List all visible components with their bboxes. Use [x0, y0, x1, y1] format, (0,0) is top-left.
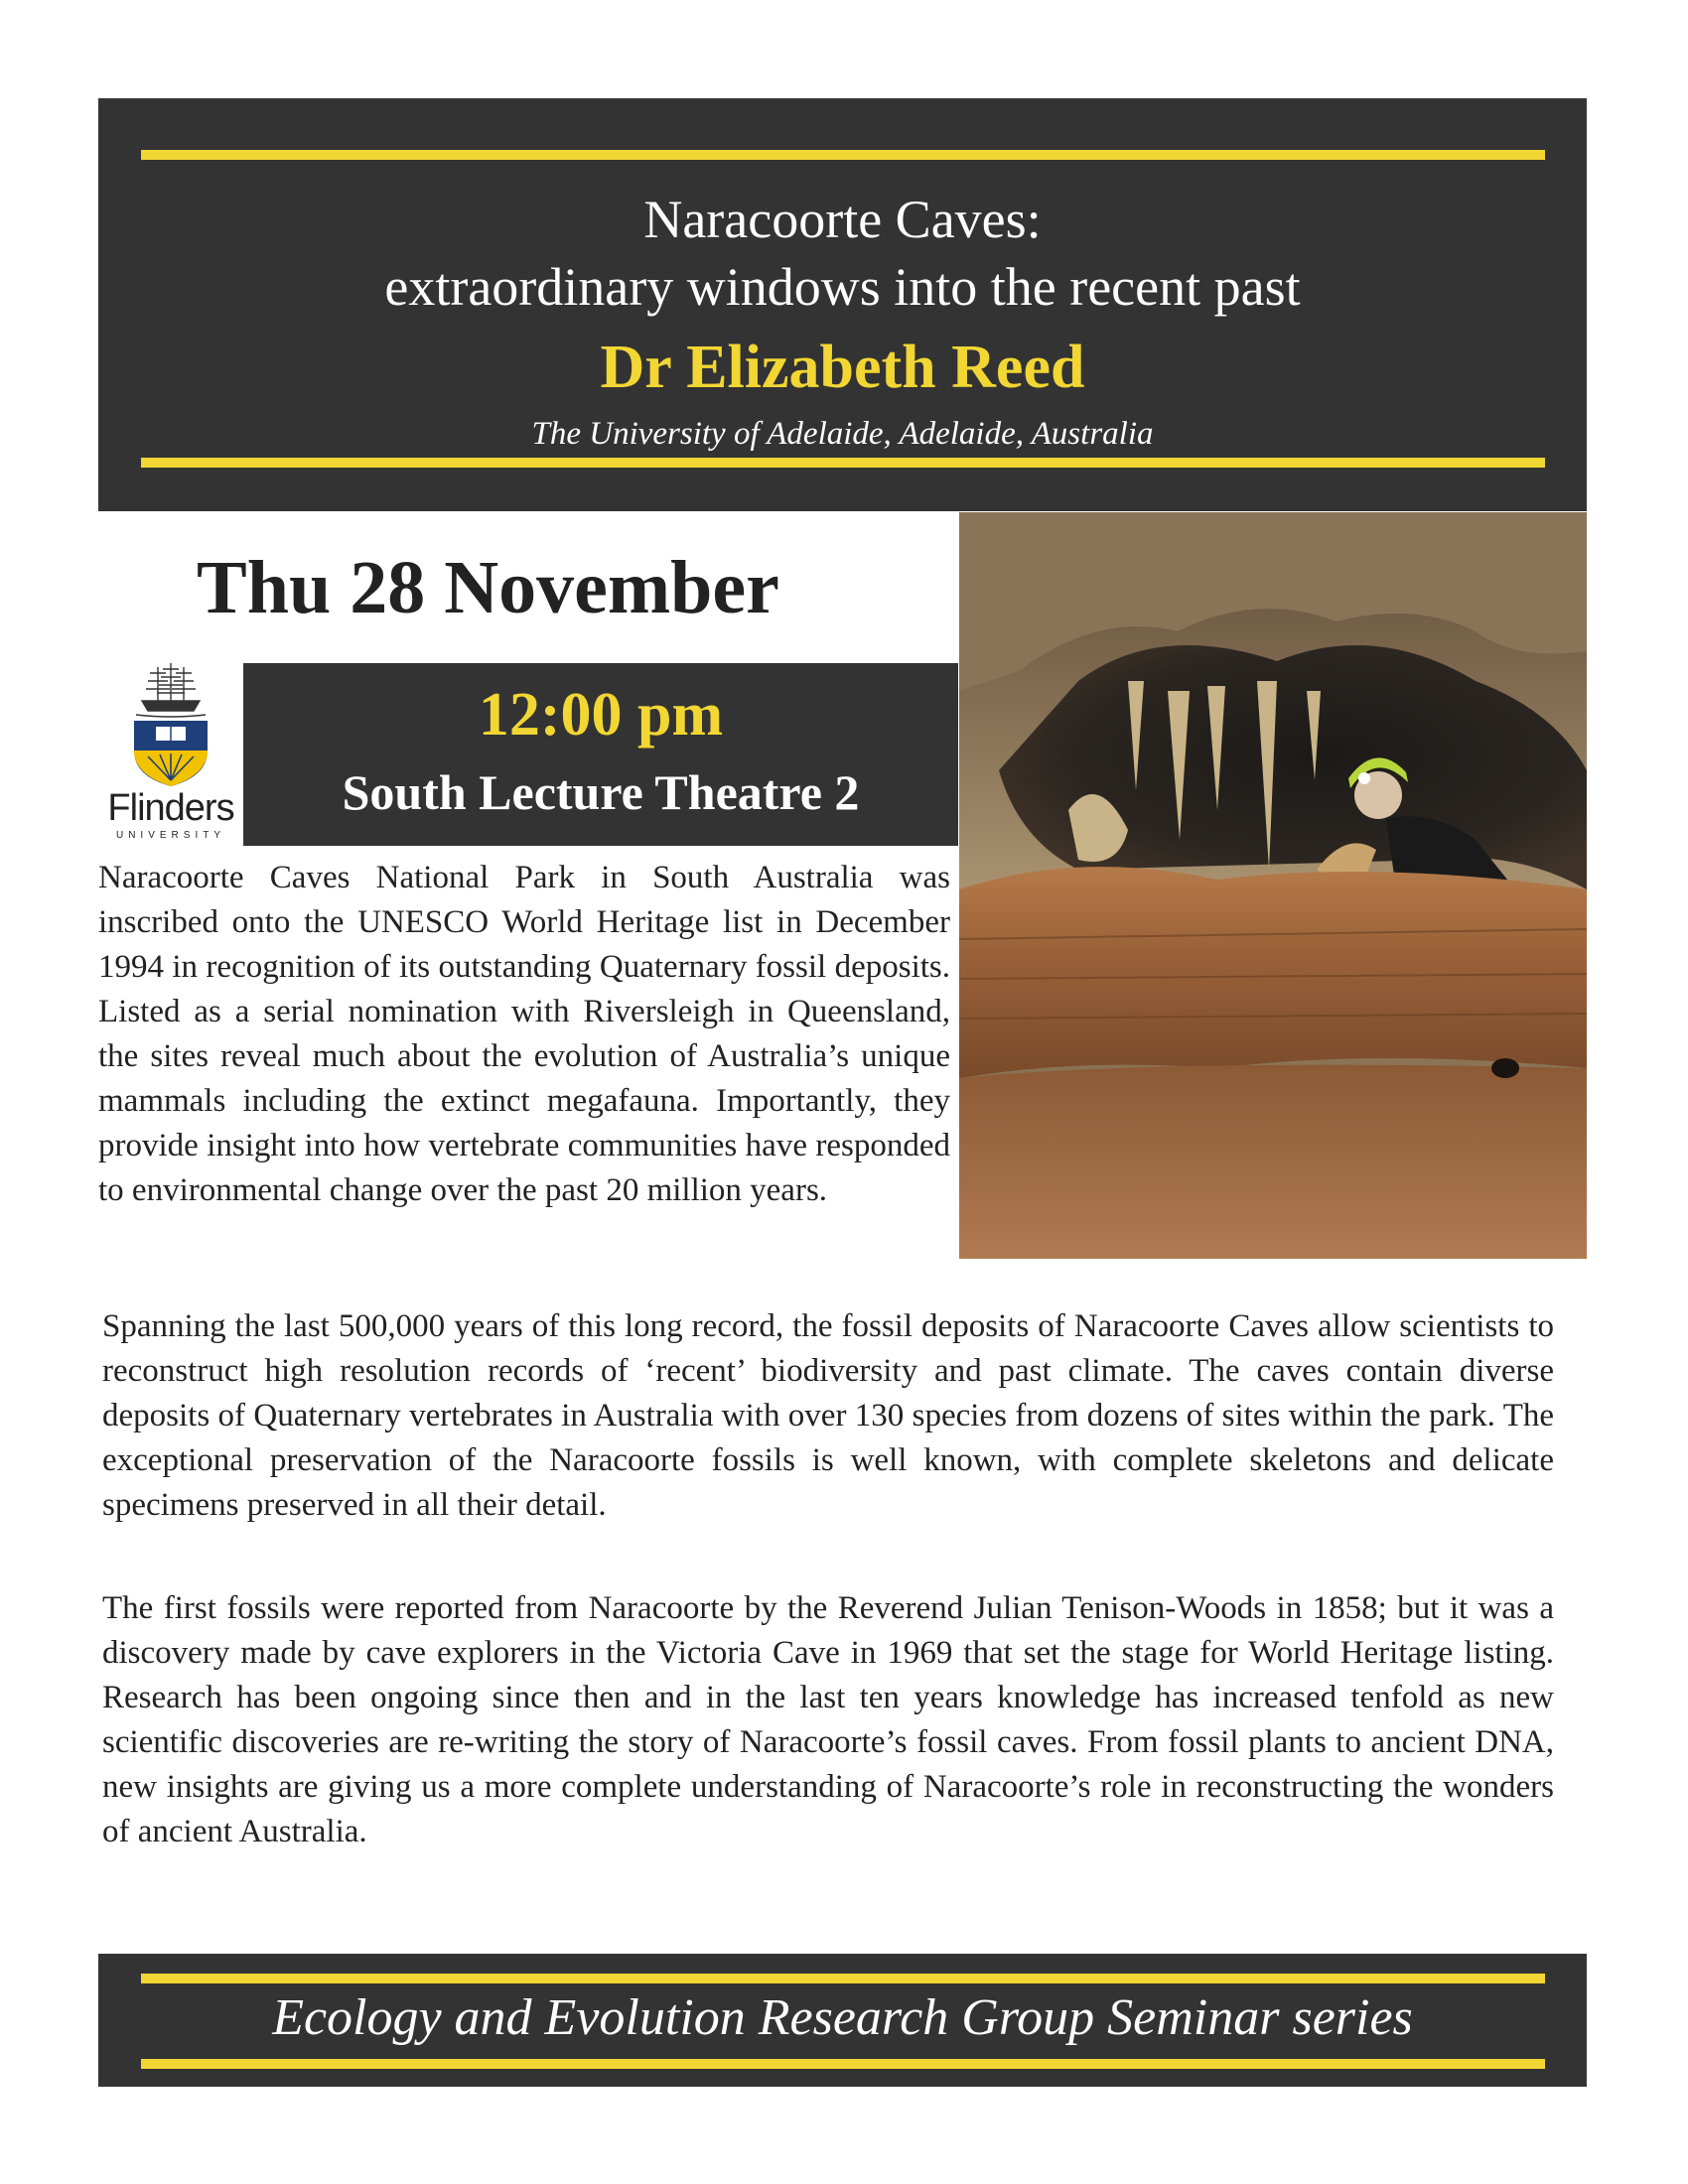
footer-top-rule: [141, 1974, 1545, 1983]
header-banner: [98, 98, 1587, 511]
footer-banner: [98, 1954, 1587, 2087]
second-paragraph: Spanning the last 500,000 years of this long record, the fossil deposits of Naracoorte Caves allow scientists to reconstruct high resolution records of ‘recent’ biodiversity and past climate. The caves contain diverse deposits of Quaternary vertebrates in Australia with over 130 species from dozens of sites within the park. The exceptional preservation of the Naracoorte fossils is well known, with complete skeletons and delicate specimens preserved in all their detail.: [102, 1308, 1554, 1523]
seminar-series-title: Ecology and Evolution Research Group Seminar series: [272, 1989, 1413, 2046]
talk-title-line2: extraordinary windows into the recent past: [384, 257, 1301, 317]
footer-bottom-rule: [141, 2059, 1545, 2069]
cave-photo: [959, 512, 1587, 1259]
logo-subtitle: UNIVERSITY: [115, 830, 225, 841]
intro-paragraph: Naracoorte Caves National Park in South Australia was inscribed onto the UNESCO World Heritage list in December 1994 in recognition of its outstanding Quaternary fossil deposits. Listed as a serial nomination with Riversleigh in Queensland, the sites reveal much about the evolution of Australia’s unique mammals including the extinct megafauna. Importantly, they provide insight into how vertebrate communities have responded to environmental change over the past 20 million years.: [98, 860, 950, 1208]
header-top-rule: [141, 150, 1545, 160]
crest-icon: [98, 659, 243, 788]
event-time: 12:00 pm: [478, 681, 724, 749]
talk-title-line1: Naracoorte Caves:: [643, 190, 1042, 249]
event-date: Thu 28 November: [197, 546, 779, 629]
speaker-name: Dr Elizabeth Reed: [600, 334, 1085, 401]
logo-wordmark: Flinders: [107, 787, 234, 829]
time-venue-box: [243, 663, 958, 846]
header-bottom-rule: [141, 458, 1545, 468]
event-venue: South Lecture Theatre 2: [342, 764, 860, 820]
flinders-logo: [98, 659, 243, 848]
third-paragraph: The first fossils were reported from Naracoorte by the Reverend Julian Tenison-Woods in 1858; but it was a discovery made by cave explorers in the Victoria Cave in 1969 that set the stage for World Heritage listing. Research has been ongoing since then and in the last ten years knowledge has increased tenfold as new scientific discoveries are re-writing the story of Naracoorte’s fossil caves. From fossil plants to ancient DNA, new insights are giving us a more complete understanding of Naracoorte’s role in reconstructing the wonders of ancient Australia.: [102, 1590, 1554, 1849]
speaker-affiliation: The University of Adelaide, Adelaide, Australia: [531, 416, 1154, 452]
